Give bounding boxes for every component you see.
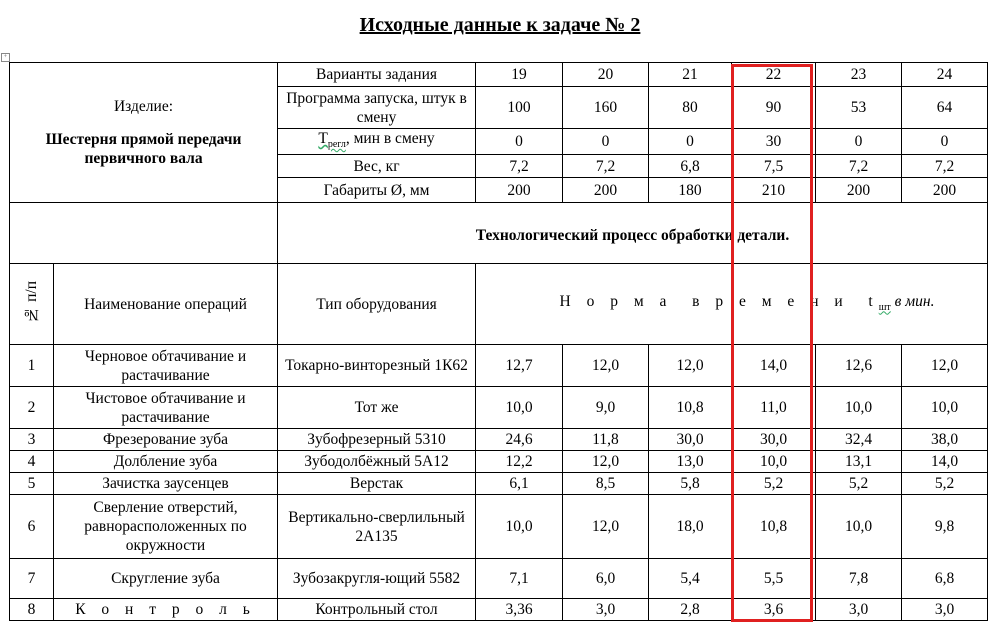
table-row — [10, 495, 988, 559]
time-value: 7,8 — [816, 559, 902, 599]
time-value: 38,0 — [902, 429, 988, 451]
time-value: 9,8 — [902, 495, 988, 559]
equipment-type: Вертикально-сверлильный 2А135 — [278, 495, 476, 559]
header-value: 21 — [649, 63, 732, 87]
time-value: 6,8 — [902, 559, 988, 599]
header-value: 200 — [476, 178, 563, 203]
header-value: 64 — [902, 87, 988, 129]
col-op-header: Наименование операций — [54, 264, 278, 345]
table-row — [10, 599, 988, 621]
header-value: 200 — [902, 178, 988, 203]
header-value: 100 — [476, 87, 563, 129]
equipment-type: Зубофрезерный 5310 — [278, 429, 476, 451]
variants-label: Варианты задания — [278, 63, 476, 87]
header-value: 24 — [902, 63, 988, 87]
time-value: 11,8 — [563, 429, 649, 451]
time-value: 24,6 — [476, 429, 563, 451]
time-value: 12,2 — [476, 451, 563, 473]
norm-unit: в мин. — [890, 292, 935, 310]
header-value: 0 — [816, 129, 902, 155]
header-value: 0 — [649, 129, 732, 155]
time-value: 5,8 — [649, 473, 732, 495]
header-value: 0 — [563, 129, 649, 155]
page-title: Исходные данные к задаче № 2 — [359, 14, 641, 36]
time-value: 5,5 — [732, 559, 816, 599]
data-table — [9, 62, 988, 621]
operation-name: Долбление зуба — [54, 451, 278, 473]
equipment-type: Зубозакругля-ющий 5582 — [278, 559, 476, 599]
header-value: 180 — [649, 178, 732, 203]
time-value: 8,5 — [563, 473, 649, 495]
table-row — [10, 559, 988, 599]
product-name: Шестерня прямой передачи первичного вала — [45, 131, 242, 168]
operation-name: Черновое обтачивание и растачивание — [54, 345, 278, 387]
header-value: 200 — [816, 178, 902, 203]
time-value: 3,6 — [732, 599, 816, 621]
col-num-header — [10, 264, 54, 345]
time-value: 30,0 — [649, 429, 732, 451]
header-value: 0 — [902, 129, 988, 155]
time-value: 3,0 — [902, 599, 988, 621]
table-row — [10, 387, 988, 429]
header-value: 210 — [732, 178, 816, 203]
header-value: 200 — [563, 178, 649, 203]
treg-rest: , мин в смену — [345, 130, 435, 147]
time-value: 12,0 — [563, 345, 649, 387]
weight-label: Вес, кг — [278, 155, 476, 178]
time-value: 10,0 — [732, 451, 816, 473]
time-value: 5,2 — [902, 473, 988, 495]
time-value: 32,4 — [816, 429, 902, 451]
time-value: 11,0 — [732, 387, 816, 429]
header-value: 19 — [476, 63, 563, 87]
time-value: 7,1 — [476, 559, 563, 599]
table-row — [10, 473, 988, 495]
time-value: 10,0 — [476, 495, 563, 559]
time-value: 6,0 — [563, 559, 649, 599]
equipment-type: Тот же — [278, 387, 476, 429]
norm-sub: шт — [878, 301, 891, 313]
time-value: 3,36 — [476, 599, 563, 621]
time-value: 5,2 — [732, 473, 816, 495]
header-value: 80 — [649, 87, 732, 129]
time-value: 10,0 — [902, 387, 988, 429]
time-value: 12,0 — [563, 451, 649, 473]
equipment-type: Токарно-винторезный 1К62 — [278, 345, 476, 387]
header-value: 0 — [476, 129, 563, 155]
time-value: 12,0 — [649, 345, 732, 387]
time-value: 12,0 — [563, 495, 649, 559]
equipment-type: Зубодолбёжный 5А12 — [278, 451, 476, 473]
time-value: 10,8 — [732, 495, 816, 559]
row-number: 6 — [10, 495, 54, 559]
header-value: 90 — [732, 87, 816, 129]
product-cell — [10, 63, 278, 203]
empty-cell — [10, 203, 278, 264]
header-value: 53 — [816, 87, 902, 129]
header-value: 7,5 — [732, 155, 816, 178]
time-value: 10,0 — [476, 387, 563, 429]
header-value: 6,8 — [649, 155, 732, 178]
process-title: Технологический процесс обработки детали. — [278, 203, 988, 264]
time-value: 18,0 — [649, 495, 732, 559]
header-value: 22 — [732, 63, 816, 87]
time-value: 3,0 — [816, 599, 902, 621]
row-number: 5 — [10, 473, 54, 495]
treg-label — [278, 129, 476, 155]
operation-name: Чистовое обтачивание и растачивание — [54, 387, 278, 429]
time-value: 30,0 — [732, 429, 816, 451]
treg-t: Т — [318, 130, 328, 147]
norm-main: Н о р м а в р е м е н и t — [559, 292, 879, 310]
equipment-type: Контрольный стол — [278, 599, 476, 621]
table-move-handle-icon[interactable]: + — [1, 53, 10, 62]
time-value: 13,1 — [816, 451, 902, 473]
time-value: 3,0 — [563, 599, 649, 621]
equipment-type: Верстак — [278, 473, 476, 495]
row-number: 8 — [10, 599, 54, 621]
header-value: 7,2 — [563, 155, 649, 178]
row-number: 2 — [10, 387, 54, 429]
time-value: 10,0 — [816, 495, 902, 559]
col-num-label: № п/п — [23, 280, 40, 323]
time-value: 10,8 — [649, 387, 732, 429]
time-value: 5,4 — [649, 559, 732, 599]
header-value: 30 — [732, 129, 816, 155]
time-value: 10,0 — [816, 387, 902, 429]
time-value: 2,8 — [649, 599, 732, 621]
col-equip-header: Тип оборудования — [278, 264, 476, 345]
time-value: 5,2 — [816, 473, 902, 495]
operation-name: Зачистка заусенцев — [54, 473, 278, 495]
header-value: 23 — [816, 63, 902, 87]
table-row — [10, 345, 988, 387]
row-number: 7 — [10, 559, 54, 599]
time-value: 14,0 — [732, 345, 816, 387]
operation-name: Фрезерование зуба — [54, 429, 278, 451]
time-value: 14,0 — [902, 451, 988, 473]
program-label: Программа запуска, штук в смену — [278, 87, 476, 129]
header-value: 7,2 — [902, 155, 988, 178]
time-value: 12,6 — [816, 345, 902, 387]
time-value: 6,1 — [476, 473, 563, 495]
operation-name: Сверление отверстий, равнорасположенных по окружности — [54, 495, 278, 559]
time-value: 12,0 — [902, 345, 988, 387]
time-value: 13,0 — [649, 451, 732, 473]
header-value: 7,2 — [476, 155, 563, 178]
time-value: 9,0 — [563, 387, 649, 429]
col-norm-header — [476, 264, 988, 345]
header-value: 7,2 — [816, 155, 902, 178]
size-label: Габариты Ø, мм — [278, 178, 476, 203]
row-number: 4 — [10, 451, 54, 473]
header-value: 20 — [563, 63, 649, 87]
row-number: 3 — [10, 429, 54, 451]
operation-name: К о н т р о л ь — [54, 599, 278, 621]
time-value: 12,7 — [476, 345, 563, 387]
product-label: Изделие: — [113, 98, 174, 116]
operation-name: Скругление зуба — [54, 559, 278, 599]
row-number: 1 — [10, 345, 54, 387]
header-value: 160 — [563, 87, 649, 129]
table-row — [10, 429, 988, 451]
treg-sub: регл — [327, 139, 346, 151]
table-row — [10, 451, 988, 473]
